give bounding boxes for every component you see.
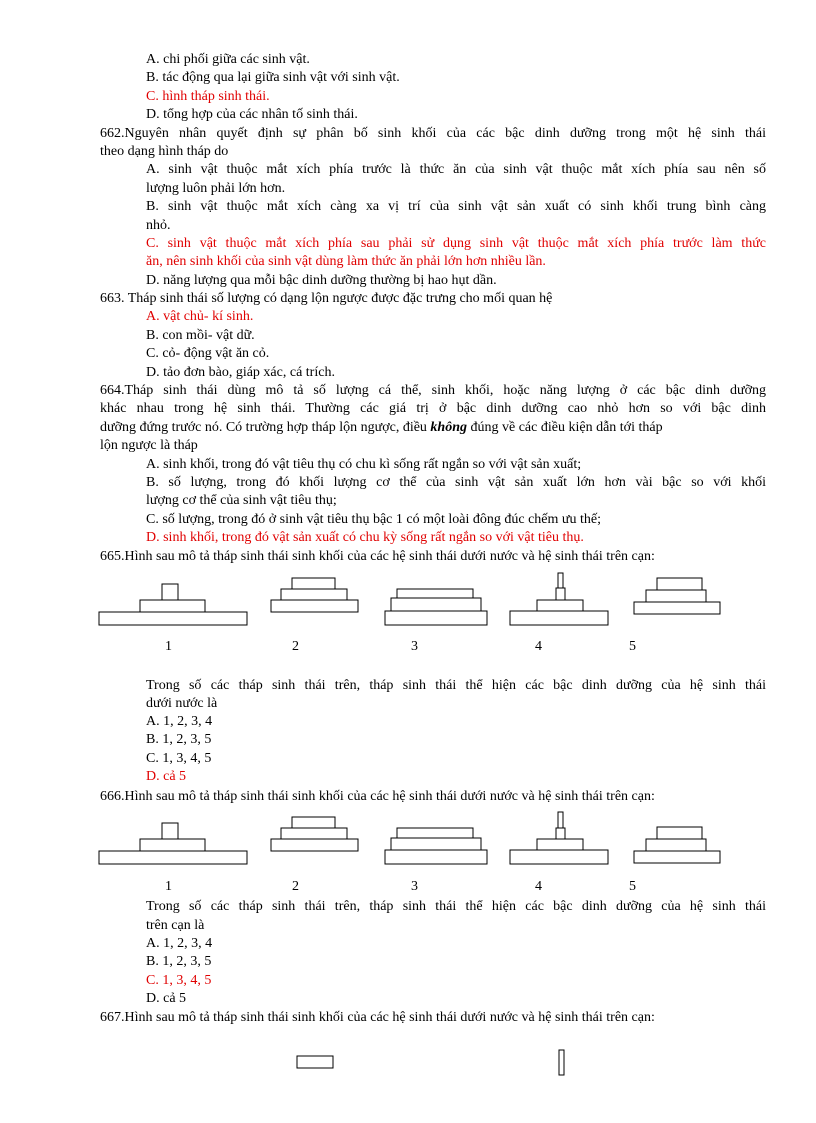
pyramid-4-upper [556,588,565,600]
pyramid-partial-a-top [297,1056,333,1068]
pyramid-3-middle [391,838,481,850]
q665-option-c: C. 1, 3, 4, 5 [146,751,212,766]
q666-label-3: 3 [411,879,418,894]
q662-stem-line-1: 662.Nguyên nhân quyết định sự phân bố sinh khối của các bậc dinh dưỡng trong một hệ sinh thái [100,126,766,141]
pyramid-5-top [657,827,702,839]
pyramid-5-top [657,578,702,590]
q665-option-b: B. 1, 2, 3, 5 [146,732,212,747]
q664-option-c: C. số lượng, trong đó ở sinh vật tiêu thụ bậc 1 có một loài đông đúc chếm ưu thế; [146,512,601,527]
pyramid-5-middle [646,590,706,602]
pyramid-4-base [510,850,608,864]
q665-question-line-1: Trong số các tháp sinh thái trên, tháp sinh thái thể hiện các bậc dinh dưỡng của hệ sinh thái [146,678,766,693]
q665-stem: 665.Hình sau mô tả tháp sinh thái sinh khối của các hệ sinh thái dưới nước và hệ sinh thái trên cạn: [100,549,655,564]
pyramid-2-base [271,839,358,851]
pyramid-1-top [162,823,178,839]
q663-option-c: C. cỏ- động vật ăn cỏ. [146,346,270,361]
q665-label-5: 5 [629,639,636,654]
pyramid-5-base [634,602,720,614]
q666-option-d: D. cả 5 [146,991,187,1006]
q662-option-b-line-2: nhỏ. [146,218,171,233]
q665-label-1: 1 [165,639,172,654]
pyramid-1-middle [140,600,205,612]
pyramid-4-base [510,611,608,625]
pyramid-2-middle [281,589,347,600]
q664-stem-line-1: 664.Tháp sinh thái dùng mô tả số lượng cá thể, sinh khối, hoặc năng lượng ở các bậc dinh dưỡng [100,383,766,398]
q663-stem: 663. Tháp sinh thái số lượng có dạng lộn ngược được đặc trưng cho mối quan hệ [100,291,553,306]
q662-option-c-line-2: ăn, nên sinh khối của sinh vật dùng làm thức ăn phải lớn hơn nhiều lần. [146,254,546,269]
q667-pyramid-figure [0,1040,816,1085]
q661-option-c: C. hình tháp sinh thái. [146,89,270,104]
q666-option-a: A. 1, 2, 3, 4 [146,936,213,951]
q664-stem-line-2: khác nhau trong hệ sinh thái. Thường các giá trị ở bậc dinh dưỡng cao nhỏ hơn so với bậc dinh [100,401,766,416]
pyramid-3-top [397,589,473,598]
q663-option-b: B. con mồi- vật dữ. [146,328,255,343]
pyramid-1-base [99,851,247,864]
q665-label-2: 2 [292,639,299,654]
pyramid-4-upper [556,828,565,839]
q663-option-a: A. vật chủ- kí sinh. [146,309,254,324]
pyramid-3-top [397,828,473,838]
pyramid-partial-b-top [559,1050,564,1075]
q662-option-a-line-1: A. sinh vật thuộc mắt xích phía trước là thức ăn của sinh vật thuộc mắt xích phía sau nên số [146,162,766,177]
q666-label-1: 1 [165,879,172,894]
pyramid-3-middle [391,598,481,611]
q666-stem: 666.Hình sau mô tả tháp sinh thái sinh khối của các hệ sinh thái dưới nước và hệ sinh thái trên cạn: [100,789,655,804]
q666-label-2: 2 [292,879,299,894]
pyramid-4-middle [537,600,583,611]
q662-stem-line-2: theo dạng hình tháp do [100,144,229,159]
q665-label-4: 4 [535,639,542,654]
pyramid-2-middle [281,828,347,839]
q662-option-b-line-1: B. sinh vật thuộc mắt xích càng xa vị trí của sinh vật sản xuất có sinh khối trung bình càng [146,199,766,214]
pyramid-4-middle [537,839,583,850]
pyramid-3-base [385,850,487,864]
pyramid-3-base [385,611,487,625]
pyramid-2-top [292,578,335,589]
q664-stem-line-3: dưỡng đứng trước nó. Có trường hợp tháp lộn ngược, điều không đúng về các điều kiện dẫn tới tháp [100,420,663,435]
q664-stem-line-4: lộn ngược là tháp [100,438,198,453]
q661-option-d: D. tổng hợp của các nhân tố sinh thái. [146,107,358,122]
q665-question-line-2: dưới nước là [146,696,218,711]
pyramid-1-base [99,612,247,625]
q664-option-b-line-2: lượng cơ thể của sinh vật tiêu thụ; [146,493,337,508]
q665-pyramid-figure [0,570,816,630]
q666-question-line-2: trên cạn là [146,918,205,933]
q666-label-4: 4 [535,879,542,894]
q664-option-d: D. sinh khối, trong đó vật sản xuất có chu kỳ sống rất ngắn so với vật tiêu thụ. [146,530,584,545]
q661-option-a: A. chi phối giữa các sinh vật. [146,52,310,67]
pyramid-5-base [634,851,720,863]
q664-option-b-line-1: B. số lượng, trong đó khối lượng cơ thể của sinh vật sản xuất lớn hơn vài bậc so với khối [146,475,766,490]
pyramid-1-middle [140,839,205,851]
pyramid-4-top [558,812,563,828]
pyramid-1-top [162,584,178,600]
q667-stem: 667.Hình sau mô tả tháp sinh thái sinh khối của các hệ sinh thái dưới nước và hệ sinh thái trên cạn: [100,1010,655,1025]
q666-label-5: 5 [629,879,636,894]
q665-option-a: A. 1, 2, 3, 4 [146,714,213,729]
pyramid-4-top [558,573,563,588]
q666-option-b: B. 1, 2, 3, 5 [146,954,212,969]
pyramid-2-base [271,600,358,612]
q664-option-a: A. sinh khối, trong đó vật tiêu thụ có chu kì sống rất ngắn so với vật sản xuất; [146,457,582,472]
q662-option-a-line-2: lượng luôn phải lớn hơn. [146,181,286,196]
pyramid-2-top [292,817,335,828]
pyramid-5-middle [646,839,706,851]
q665-option-d: D. cả 5 [146,769,187,784]
q661-option-b: B. tác động qua lại giữa sinh vật với sinh vật. [146,70,400,85]
q664-emphasis-khong: không [430,420,467,435]
q665-label-3: 3 [411,639,418,654]
q662-option-c-line-1: C. sinh vật thuộc mắt xích phía sau phải sử dụng sinh vật thuộc mắt xích phía trước làm thức [146,236,766,251]
q666-pyramid-figure [0,808,816,868]
q663-option-d: D. tảo đơn bào, giáp xác, cá trích. [146,365,335,380]
q666-option-c: C. 1, 3, 4, 5 [146,973,212,988]
q666-question-line-1: Trong số các tháp sinh thái trên, tháp sinh thái thể hiện các bậc dinh dưỡng của hệ sinh thái [146,899,766,914]
q662-option-d: D. năng lượng qua mỗi bậc dinh dưỡng thường bị hao hụt dần. [146,273,497,288]
